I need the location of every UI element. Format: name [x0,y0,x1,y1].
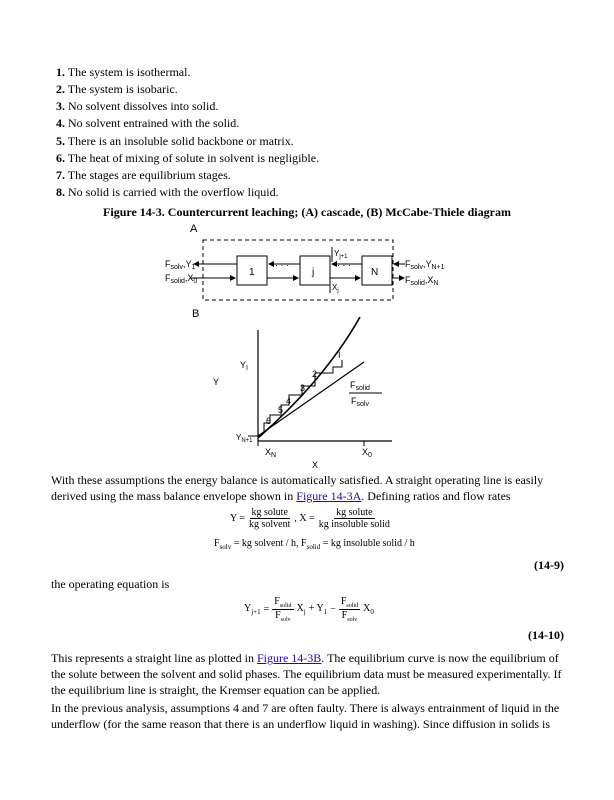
stage-dots: · · · [337,260,351,270]
step-label: 5 [278,405,284,415]
operating-line [258,362,364,436]
equation-14-9: Y = kg solute kg solvent , X = kg solute kg insoluble solid [230,507,390,530]
assumption-item: 8. No solid is carried with the overflow liquid. [56,185,279,199]
assumption-item: 3. No solvent dissolves into solid. [56,99,219,113]
assumption-item: 7. The stages are equilibrium stages. [56,168,231,182]
assumption-item: 4. No solvent entrained with the solid. [56,116,240,130]
assumption-item: 2. The system is isobaric. [56,82,178,96]
paragraph: This represents a straight line as plotted in Figure 14-3B. The equilibrium curve is now the equilibrium of the solute between the solvent and solid phases. The equilibrium data must be measured experimentally. If the equilibrium line is straight, the Kremser equation can be applied. [51,651,562,697]
label-right-bottom: $F_{solid},X_N$ [405,275,439,287]
stage-n-label: N [371,267,379,278]
equation-14-10: $Y_{j+1}$ = $F_{solid}$ $F_{solv}$ $X_j$ + $Y_1$ − $F_{solid}$ $F_{solv}$ $X_0$ [244,596,374,623]
label-right-top: $F_{solv},Y_{N+1}$ [405,259,445,271]
slope-numerator: $F_{solid}$ [350,380,370,392]
equilibrium-curve [258,317,360,438]
step-label: 3 [300,383,306,393]
stage-j-label: j [312,267,315,278]
label-x0: $X_0$ [362,447,372,459]
label-left-bottom: $F_{solid},X_0$ [165,273,198,285]
label-left-top: $F_{solv},Y_1$ [165,259,196,271]
equation-number: (14-10) [528,628,564,642]
assumption-item: 5. There is an insoluble solid backbone or matrix. [56,134,294,148]
stage-j-box [300,256,330,285]
slope-denominator: $F_{solv}$ [351,396,369,408]
step-label: 2 [312,369,318,379]
paragraph: With these assumptions the energy balance is automatically satisfied. A straight operating line is easily derived using the mass balance envelope shown in Figure 14-3A. Defining ratios and flow rates [51,473,544,503]
label-yn1: $Y_{N+1}$ [236,433,253,444]
stage-dots: · · · [275,260,289,270]
label-xj: $X_j$ [332,283,339,294]
panel-b-label: B [192,308,200,320]
figure-link-14-3a[interactable]: Figure 14-3A [296,489,362,503]
figure-link-14-3b[interactable]: Figure 14-3B [256,651,322,665]
step-label: I [338,350,341,360]
label-xn: $X_N$ [265,447,277,459]
figure-caption: Figure 14-3. Countercurrent leaching; (A) cascade, (B) McCabe-Thiele diagram [103,205,511,219]
paragraph: the operating equation is [51,577,170,591]
label-yj1: $Y_{j+1}$ [334,249,348,260]
equation-number: (14-9) [534,558,564,572]
panel-a-label: A [190,223,198,235]
assumption-item: 6. The heat of mixing of solute in solvent is negligible. [56,151,320,165]
step-label: 6 [266,416,272,426]
equation-14-9-flowrates: $F_{solv}$ = kg solvent / h, $F_{solid}$ = kg insoluble solid / h [214,538,415,551]
stage-1-label: 1 [249,267,255,278]
step-label: 4 [286,396,292,406]
assumption-item: 1. The system is isothermal. [56,65,191,79]
label-y1: $Y_I$ [240,360,248,372]
x-axis-label: X [312,460,319,470]
y-axis-label: Y [213,377,220,387]
paragraph: In the previous analysis, assumptions 4 and 7 are often faulty. There is always entrainment of liquid in the underflow (for the same reason that there is an underflow liquid in washing). Since diffusion in solids is [51,701,560,731]
